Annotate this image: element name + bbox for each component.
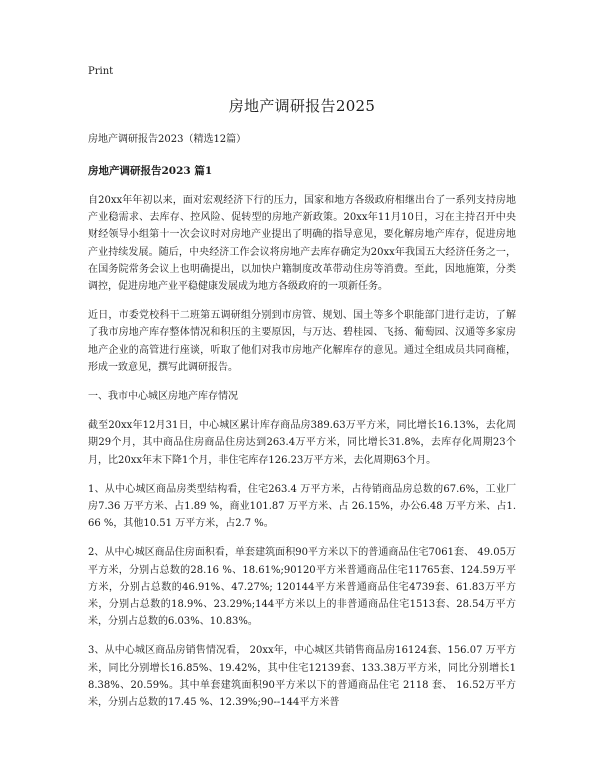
document-subtitle: 房地产调研报告2023（精选12篇） <box>88 134 247 145</box>
paragraph-inventory-summary: 截至20xx年12月31日，中心城区累计库存商品房389.63万平方米，同比增长16.13%，去化周期29个月，其中商品住房商品住房达到263.4万平方米，同比增长31.8%，去库存化周期23个月，比20xx年末下降1个月，非住宅库存126.23万平方米，去化周期63个月。 <box>88 420 516 466</box>
paragraph-investigation: 近日，市委党校科干二班第五调研组分别到市房管、规划、国土等多个职能部门进行走访，了解了我市房地产库存整体情况和积压的主要原因，与万达、碧桂园、飞扬、葡萄园、汉通等多家房地产企业的高管进行座谈，听取了他们对我市房地产化解库存的意见。通过全组成员共同商榷，形成一致意见，撰写此调研报告。 <box>88 310 516 373</box>
document-page <box>88 66 516 723</box>
document-title: 房地产调研报告2025 <box>228 97 376 115</box>
paragraph-sales: 3、从中心城区商品房销售情况看， 20xx年，中心城区共销售商品房16124套、156.07 万平方米，同比分别增长16.85%、19.42%，其中住宅12139套、133.38万平方米，同比分别增长18.38%、20.59%。其中单套建筑面积90平方米以下的普通商品住宅 2118 套、 16.52万平方米，分别占总数的17.45 %、12.39%;90--144平方米普 <box>88 645 516 709</box>
paragraph-housing-area: 2、从中心城区商品住房面积看，单套建筑面积90平方米以下的普通商品住宅7061套、 49.05万平方米，分别占总数的28.16 %、18.61%;90120平方米普通商品住宅11765套、124.59万平方米，分别占总数的46.91%、47.27%; 120144平方米普通商品住宅4739套、61.83万平方米，分别占总数的18.9%、23.29%;144平方米以上的非普通商品住宅1513套、28.54万平方米，分别占总数的6.03%、10.83%。 <box>88 547 516 628</box>
paragraph-intro: 自20xx年年初以来，面对宏观经济下行的压力，国家和地方各级政府相继出台了一系列支持房地产业稳需求、去库存、控风险、促转型的房地产新政策。20xx年11月10日，习在主持召开中央财经领导小组第十一次会议时对房地产业提出了明确的指导意见，要化解房地产库存，促进房地产业持续发展。随后，中央经济工作会议将房地产去库存确定为20xx年我国五大经济任务之一，在国务院常务会议上也明确提出，以加快户籍制度改革带动住房等消费。至此，因地施策，分类调控，促进房地产业平稳健康发展成为地方各级政府的一项新任务。 <box>88 195 516 293</box>
print-label[interactable]: Print <box>88 66 114 77</box>
paragraph-type-structure: 1、从中心城区商品房类型结构看，住宅263.4 万平方米，占待销商品房总数的67.6%，工业厂房7.36 万平方米、占1.89 %，商业101.87 万平方米、占 26.15%，办公6.48 万平方米、占1.66 %，其他10.51 万平方米，占2.7 %。 <box>88 483 516 530</box>
section-heading: 房地产调研报告2023 篇1 <box>88 165 213 177</box>
subsection-heading: 一、我市中心城区房地产库存情况 <box>88 391 238 403</box>
